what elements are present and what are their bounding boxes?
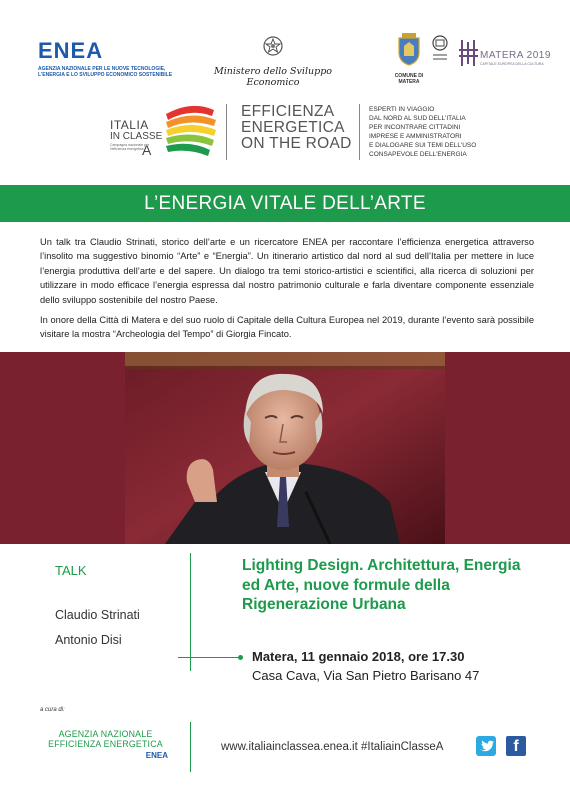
enea-logo-mark: ENEA [38, 38, 104, 63]
date-bullet [238, 655, 243, 660]
esperti-line-3: PER INCONTRARE CITTADINI [369, 124, 461, 131]
matera-2019-subtitle: CAPITALE EUROPEA DELLA CULTURA [480, 62, 544, 66]
event-title: Lighting Design. Architettura, Energia ed Arte, nuove formule della Rigenerazione Urbana [242, 557, 521, 613]
esperti-description [369, 105, 519, 159]
enea-logo [38, 38, 188, 78]
unesco-icon [430, 35, 450, 65]
website-link[interactable]: www.italiainclassea.enea.it #ItaliainClasseA [221, 741, 444, 753]
comune-name: COMUNE DI MATERA [394, 73, 424, 85]
classe-a-fine-print: Campagna nazionale per l'efficienza energetica [110, 143, 150, 151]
esperti-line-5: E DIALOGARE SUI TEMI DELL'USO [369, 142, 477, 149]
intro-paragraph-1: Un talk tra Claudio Strinati, storico dell’arte e un ricercatore ENEA per raccontare l’efficienza energetica attraverso l’insolito ma suggestivo binomio “Arte” e “Energia”. Un itinerario artistico dal nord al sud dell’Italia per mettere in luce l’energia produttiva dell’arte e del sapere. Un dialogo tra temi storico-artistici e scientifici, alla ricerca di soluzioni per utilizzare in modo efficace l’energia espressa dal nostro patrimonio culturale e farla diventare componente essenziale dello sviluppo sostenibile del nostro Paese. [40, 237, 534, 305]
ministero-logo [198, 35, 348, 88]
page-title-banner: L’ENERGIA VITALE DELL’ARTE [0, 185, 570, 222]
energy-class-bars-icon [162, 100, 222, 160]
a-cura-di-label: a cura di: [40, 707, 65, 713]
footer-divider [190, 722, 191, 772]
matera-2019-mark-icon [458, 38, 480, 68]
twitter-icon[interactable] [476, 736, 496, 756]
matera-crest-icon [396, 32, 422, 66]
intro-paragraph-2: In onore della Città di Matera e del suo ruolo di Capitale della Cultura Europea nel 2019, durante l’evento sarà possibile visitare la mostra “Archeologia del Tempo” di Giorgia Fincato. [40, 315, 534, 340]
ministero-name: Ministero dello Sviluppo Economico [214, 66, 332, 88]
esperti-line-1: ESPERTI IN VIAGGIO [369, 106, 435, 113]
facebook-icon[interactable]: f [506, 736, 526, 756]
classe-a-italia: ITALIA [110, 118, 149, 132]
esperti-line-2: DAL NORD AL SUD DELL'ITALIA [369, 115, 466, 122]
speaker-name-2: Antonio Disi [55, 633, 122, 647]
efficienza-line-2: ENERGETICA [241, 119, 345, 136]
speaker-photo-illustration [125, 352, 445, 544]
intro-text [40, 235, 534, 348]
matera-2019-title: MATERA 2019 [480, 50, 551, 61]
event-date: Matera, 11 gennaio 2018, ore 17.30 [252, 649, 465, 664]
speaker-name-1: Claudio Strinati [55, 608, 140, 622]
agenzia-efficienza-logo [43, 729, 168, 760]
enea-logo-subtitle-2: L'ENERGIA E LO SVILUPPO ECONOMICO SOSTENIBILE [38, 72, 173, 78]
agenzia-line-2: EFFICIENZA ENERGETICA [48, 739, 163, 749]
esperti-line-6: CONSAPEVOLE DELL'ENERGIA [369, 151, 467, 158]
header-divider-2 [359, 104, 360, 160]
italian-emblem-icon [262, 35, 284, 57]
comune-matera-logo [385, 32, 433, 85]
matera-2019-logo [458, 38, 553, 68]
speaker-photo [125, 352, 445, 544]
agenzia-line-1: AGENZIA NAZIONALE [58, 729, 153, 739]
classe-a-in-classe: IN CLASSE [110, 131, 163, 142]
efficienza-line-1: EFFICIENZA [241, 103, 335, 120]
efficienza-on-the-road [241, 104, 356, 152]
talk-label: TALK [55, 563, 87, 578]
section-divider [190, 553, 191, 671]
event-place: Casa Cava, Via San Pietro Barisano 47 [252, 668, 480, 683]
efficienza-line-3: ON THE ROAD [241, 135, 352, 152]
date-connector-line [178, 657, 240, 658]
agenzia-enea-mark: ENEA [145, 751, 168, 760]
esperti-line-4: IMPRESE E AMMINISTRATORI [369, 133, 462, 140]
header-divider-1 [226, 104, 227, 160]
enea-logo-subtitle-1: AGENZIA NAZIONALE PER LE NUOVE TECNOLOGIE, [38, 66, 166, 72]
classe-a-letter: A [142, 142, 152, 158]
italia-in-classe-a-logo [110, 100, 220, 160]
